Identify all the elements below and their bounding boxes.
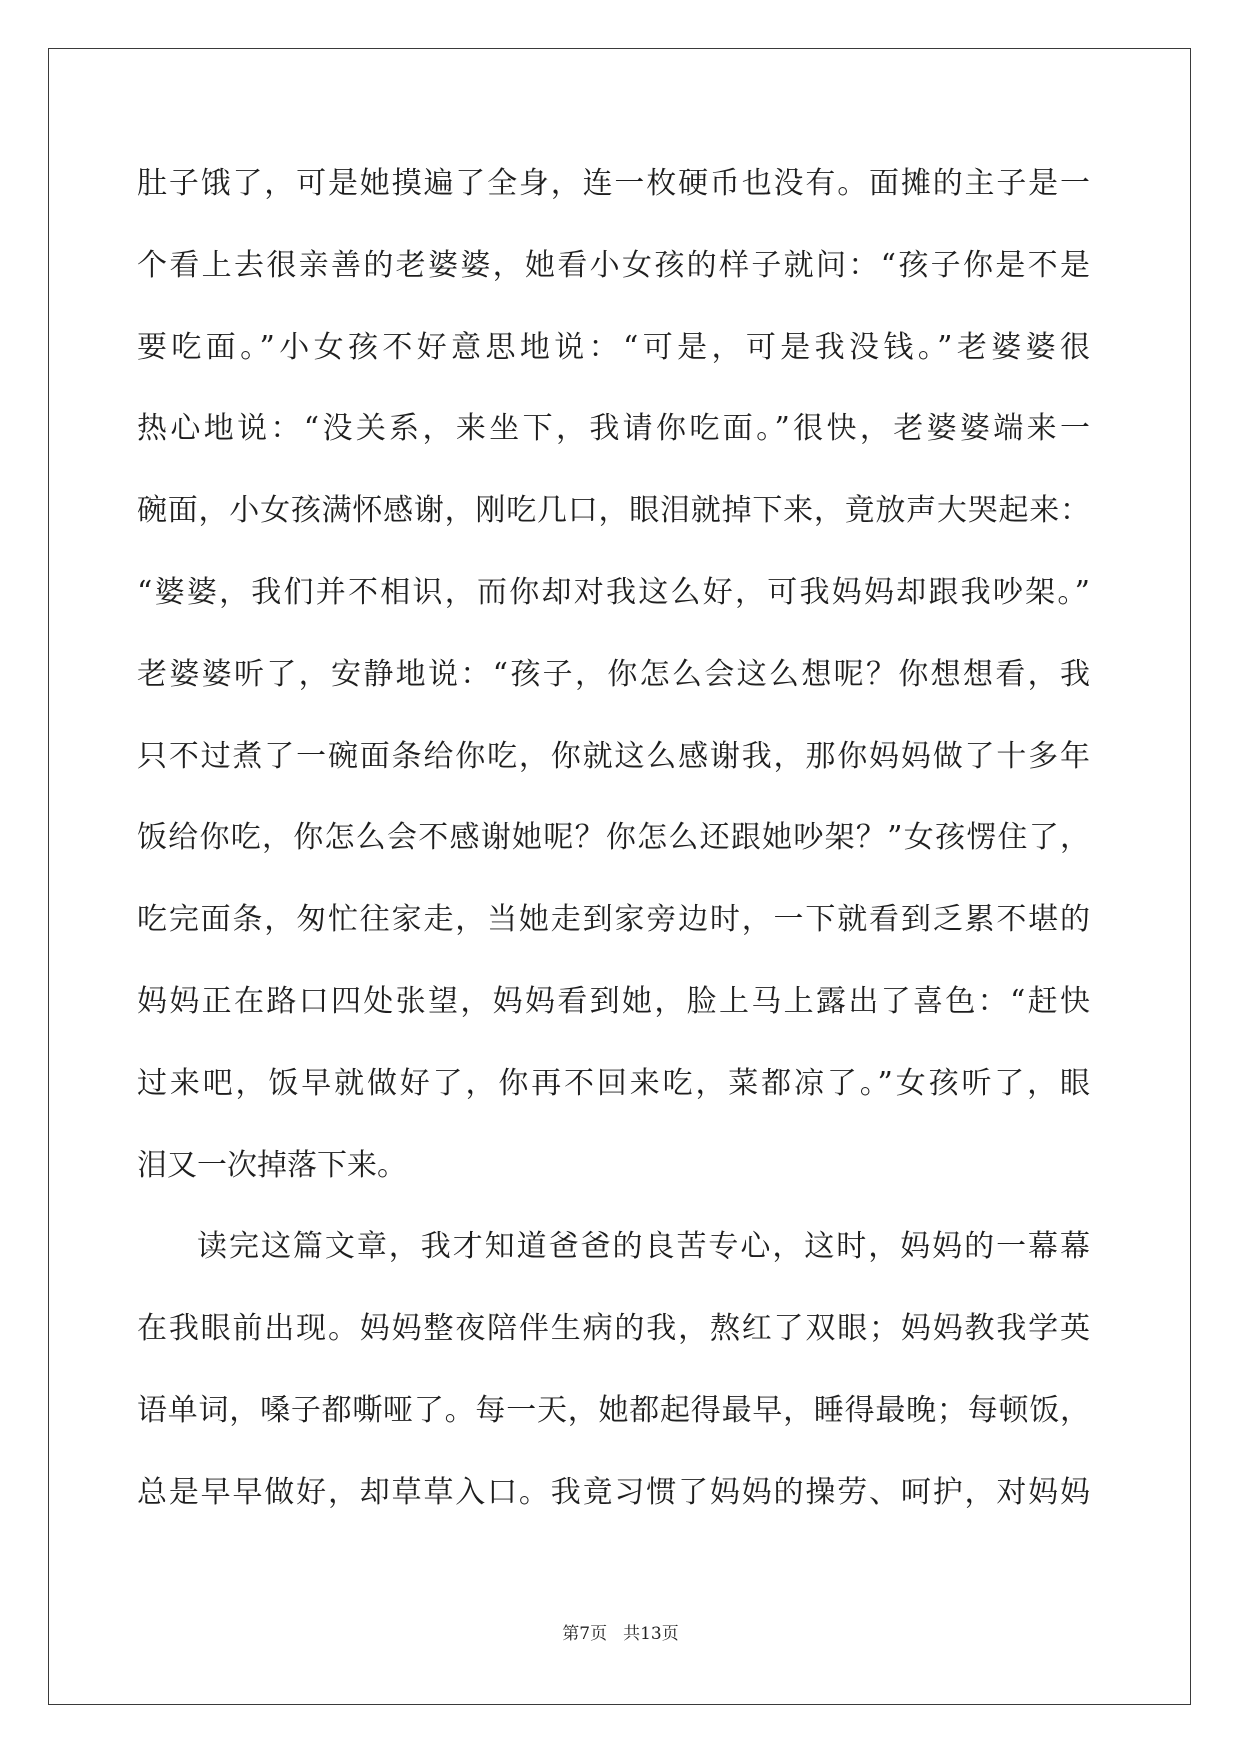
text-line: 热心地说：“没关系，来坐下，我请你吃面。”很快，老婆婆端来一	[137, 411, 1090, 447]
text-line: 妈妈正在路口四处张望，妈妈看到她，脸上马上露出了喜色：“赶快	[137, 983, 1090, 1019]
text-line: 只不过煮了一碗面条给你吃，你就这么感谢我，那你妈妈做了十多年	[137, 738, 1090, 774]
text-line: 要吃面。”小女孩不好意思地说：“可是，可是我没钱。”老婆婆很	[137, 329, 1090, 365]
paragraph-first-line: 读完这篇文章，我才知道爸爸的良苦专心，这时，妈妈的一幕幕	[197, 1229, 1090, 1265]
text-line: 饭给你吃，你怎么会不感谢她呢？你怎么还跟她吵架？”女孩愣住了，	[137, 820, 1090, 856]
text-line: 泪又一次掉落下来。	[137, 1147, 407, 1183]
page-number: 第7页	[562, 1624, 608, 1644]
document-body	[137, 143, 1090, 1534]
page-total: 共13页	[623, 1624, 679, 1644]
text-line: 吃完面条，匆忙往家走，当她走到家旁边时，一下就看到乏累不堪的	[137, 902, 1090, 938]
text-line: 在我眼前出现。妈妈整夜陪伴生病的我，熬红了双眼；妈妈教我学英	[137, 1311, 1090, 1347]
text-line: 个看上去很亲善的老婆婆，她看小女孩的样子就问：“孩子你是不是	[137, 247, 1090, 283]
text-line: “婆婆，我们并不相识，而你却对我这么好，可我妈妈却跟我吵架。”	[137, 574, 1090, 610]
text-line: 语单词，嗓子都嘶哑了。每一天，她都起得最早，睡得最晚；每顿饭，	[137, 1392, 1090, 1428]
text-line: 老婆婆听了，安静地说：“孩子，你怎么会这么想呢？你想想看，我	[137, 656, 1090, 692]
text-line: 总是早早做好，却草草入口。我竟习惯了妈妈的操劳、呵护，对妈妈	[137, 1474, 1090, 1510]
text-line: 过来吧，饭早就做好了，你再不回来吃，菜都凉了。”女孩听了，眼	[137, 1065, 1090, 1101]
text-line: 肚子饿了，可是她摸遍了全身，连一枚硬币也没有。面摊的主子是一	[137, 166, 1090, 201]
page-footer	[0, 1621, 1241, 1647]
text-line: 碗面，小女孩满怀感谢，刚吃几口，眼泪就掉下来，竟放声大哭起来：	[137, 493, 1090, 529]
